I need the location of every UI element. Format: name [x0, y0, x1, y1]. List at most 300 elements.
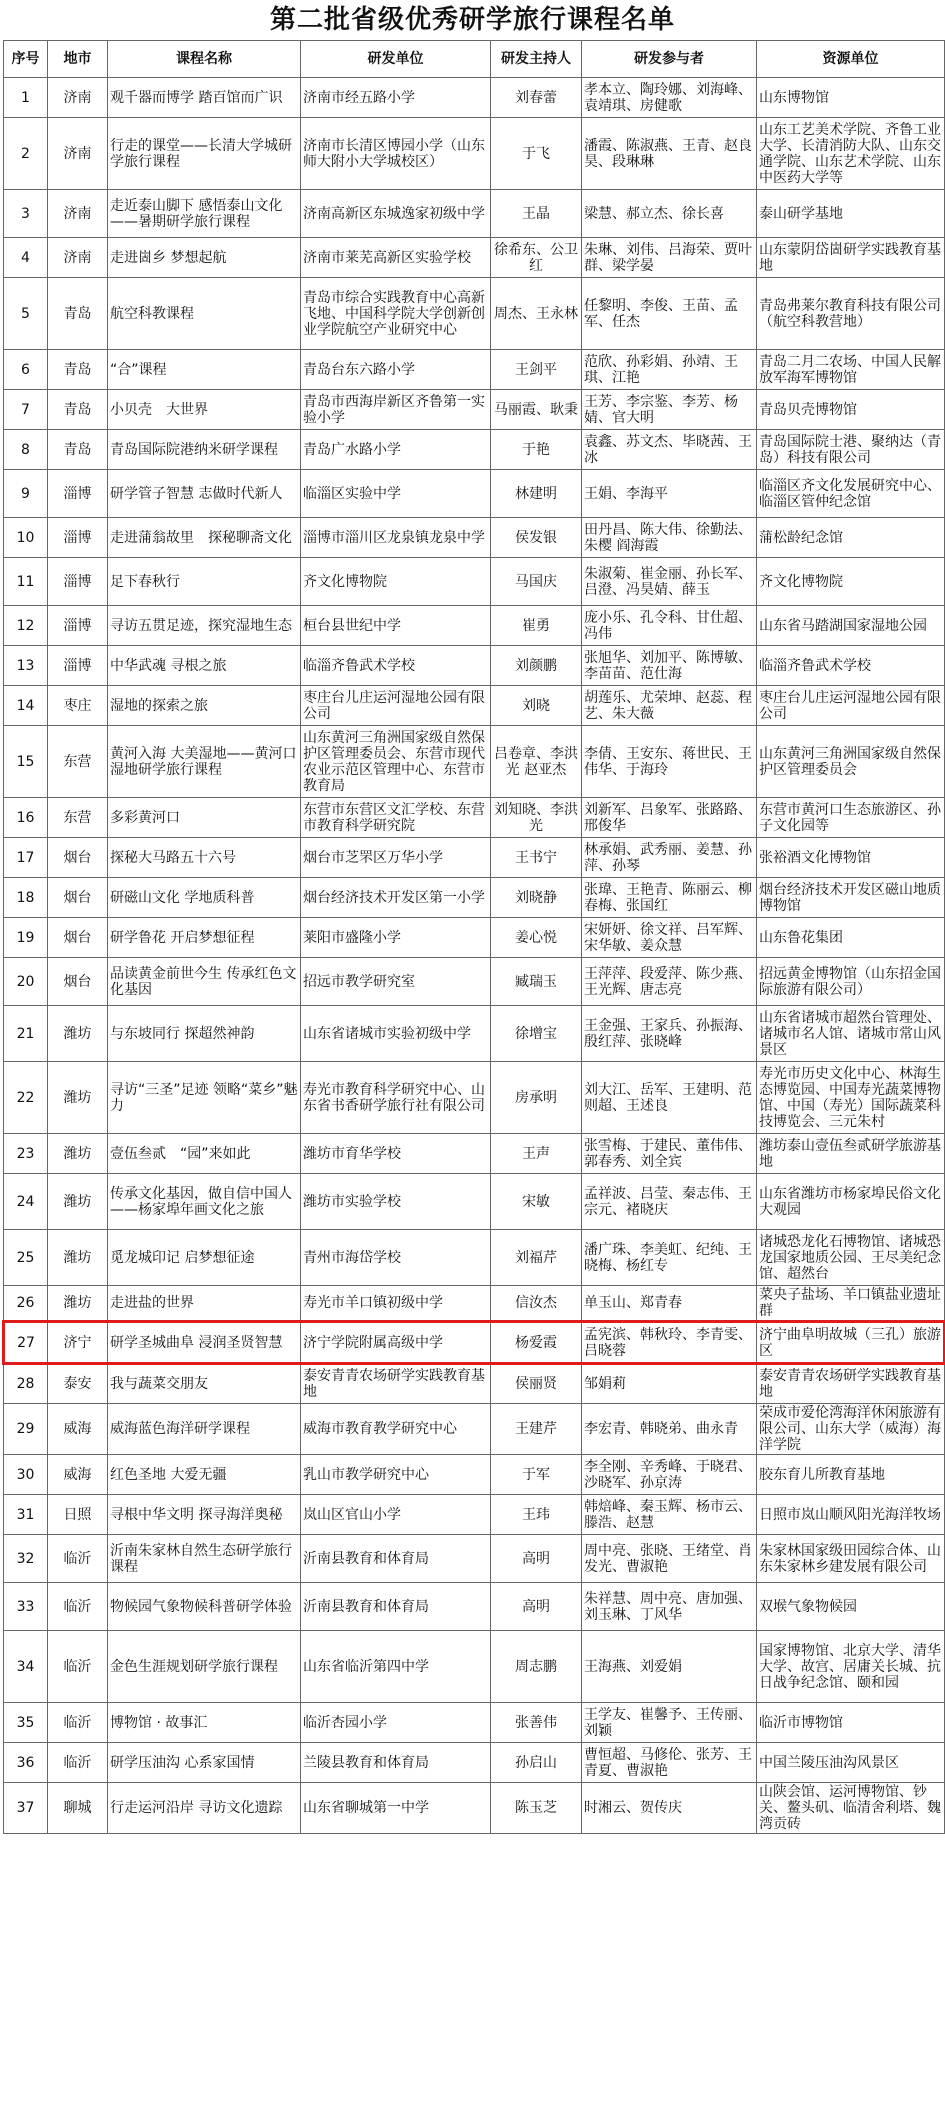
row-city: 临沂	[48, 1743, 108, 1783]
header-course: 课程名称	[108, 41, 301, 78]
row-members: 朱祥慧、周中亮、唐加强、刘玉琳、丁风华	[582, 1583, 757, 1631]
row-members: 王海燕、刘爱娟	[582, 1631, 757, 1703]
row-unit: 临淄齐鲁武术学校	[301, 646, 491, 686]
row-unit: 淄博市淄川区龙泉镇龙泉中学	[301, 518, 491, 558]
header-resource: 资源单位	[757, 41, 945, 78]
table-row	[4, 558, 945, 606]
row-unit: 东营市东营区文汇学校、东营市教育科学研究院	[301, 798, 491, 838]
table-row	[4, 390, 945, 430]
header-city: 地市	[48, 41, 108, 78]
row-resource: 朱家林国家级田园综合体、山东朱家林乡建发展有限公司	[757, 1535, 945, 1583]
row-course: 小贝壳 大世界	[108, 390, 301, 430]
row-resource: 山东黄河三角洲国家级自然保护区管理委员会	[757, 726, 945, 798]
row-members: 袁鑫、苏文杰、毕晓茜、王冰	[582, 430, 757, 470]
row-resource: 日照市岚山顺风阳光海洋牧场	[757, 1495, 945, 1535]
row-unit: 齐文化博物院	[301, 558, 491, 606]
row-no: 12	[4, 606, 48, 646]
row-members: 孝本立、陶玲娜、刘海峰、袁靖琪、房健歌	[582, 78, 757, 118]
row-course: 与东坡同行 探超然神韵	[108, 1006, 301, 1062]
row-city: 烟台	[48, 838, 108, 878]
row-course: 走进崮乡 梦想起航	[108, 238, 301, 278]
table-row	[4, 878, 945, 918]
row-host: 徐增宝	[491, 1006, 582, 1062]
row-city: 青岛	[48, 430, 108, 470]
page-title: 第二批省级优秀研学旅行课程名单	[269, 5, 675, 35]
row-course: 行走运河沿岸 寻访文化遗踪	[108, 1783, 301, 1834]
row-members: 梁慧、郝立杰、徐长喜	[582, 190, 757, 238]
row-members: 潘霞、陈淑燕、王青、赵良昊、段琳琳	[582, 118, 757, 190]
row-host: 王剑平	[491, 350, 582, 390]
row-city: 泰安	[48, 1364, 108, 1404]
row-members: 田丹昌、陈大伟、徐勤法、朱樱 阎海霞	[582, 518, 757, 558]
row-no: 34	[4, 1631, 48, 1703]
row-host: 杨爱霞	[491, 1322, 582, 1364]
table-row	[4, 726, 945, 798]
row-members: 张雪梅、于建民、董伟伟、郭春秀、刘全宾	[582, 1134, 757, 1174]
row-host: 刘颜鹏	[491, 646, 582, 686]
row-unit: 青州市海岱学校	[301, 1230, 491, 1286]
row-resource: 张裕酒文化博物馆	[757, 838, 945, 878]
row-course: 博物馆 · 故事汇	[108, 1703, 301, 1743]
row-course: 航空科教课程	[108, 278, 301, 350]
row-unit: 招远市教学研究室	[301, 958, 491, 1006]
row-unit: 泰安青青农场研学实践教育基地	[301, 1364, 491, 1404]
row-course: 红色圣地 大爱无疆	[108, 1455, 301, 1495]
table-row	[4, 190, 945, 238]
row-no: 5	[4, 278, 48, 350]
row-city: 潍坊	[48, 1134, 108, 1174]
table-row	[4, 1495, 945, 1535]
table-row	[4, 1404, 945, 1455]
row-city: 青岛	[48, 350, 108, 390]
table-row	[4, 1006, 945, 1062]
row-no: 28	[4, 1364, 48, 1404]
row-city: 淄博	[48, 518, 108, 558]
row-no: 33	[4, 1583, 48, 1631]
table-row	[4, 606, 945, 646]
row-course: “合”课程	[108, 350, 301, 390]
header-unit: 研发单位	[301, 41, 491, 78]
row-resource: 胶东育儿所教育基地	[757, 1455, 945, 1495]
table-row-highlighted	[4, 1322, 945, 1364]
row-resource: 山陕会馆、运河博物馆、钞关、鳌头矶、临清舍利塔、魏湾贡砖	[757, 1783, 945, 1834]
row-city: 烟台	[48, 878, 108, 918]
row-course: 青岛国际院港纳米研学课程	[108, 430, 301, 470]
header-host: 研发主持人	[491, 41, 582, 78]
table-row	[4, 686, 945, 726]
row-resource: 临淄区齐文化发展研究中心、临淄区管仲纪念馆	[757, 470, 945, 518]
row-city: 威海	[48, 1455, 108, 1495]
table-header-row	[4, 41, 945, 78]
row-no: 23	[4, 1134, 48, 1174]
row-course: 我与蔬菜交朋友	[108, 1364, 301, 1404]
row-members: 林承娟、武秀丽、姜慧、孙萍、孙琴	[582, 838, 757, 878]
row-no: 15	[4, 726, 48, 798]
row-members: 单玉山、郑青春	[582, 1286, 757, 1322]
row-resource: 山东蒙阴岱崮研学实践教育基地	[757, 238, 945, 278]
row-resource: 蒲松龄纪念馆	[757, 518, 945, 558]
row-no: 27	[4, 1322, 48, 1364]
row-resource: 山东工艺美术学院、齐鲁工业大学、长清消防大队、山东交通学院、山东艺术学院、山东中医药大学等	[757, 118, 945, 190]
row-no: 2	[4, 118, 48, 190]
row-members: 李倩、王安东、蒋世民、王伟华、于海玲	[582, 726, 757, 798]
row-no: 13	[4, 646, 48, 686]
row-unit: 山东省诸城市实验初级中学	[301, 1006, 491, 1062]
table-row	[4, 1286, 945, 1322]
row-no: 9	[4, 470, 48, 518]
table-row	[4, 646, 945, 686]
row-members: 朱琳、刘伟、吕海荣、贾叶群、梁学晏	[582, 238, 757, 278]
row-members: 曹恒超、马修伦、张芳、王青夏、曹淑艳	[582, 1743, 757, 1783]
row-resource: 临淄齐鲁武术学校	[757, 646, 945, 686]
row-resource: 齐文化博物院	[757, 558, 945, 606]
row-unit: 寿光市教育科学研究中心、山东省书香研学旅行社有限公司	[301, 1062, 491, 1134]
row-unit: 山东省聊城第一中学	[301, 1783, 491, 1834]
row-host: 刘福芹	[491, 1230, 582, 1286]
table-row	[4, 1455, 945, 1495]
row-unit: 沂南县教育和体育局	[301, 1583, 491, 1631]
row-unit: 青岛广水路小学	[301, 430, 491, 470]
row-resource: 泰山研学基地	[757, 190, 945, 238]
row-host: 于飞	[491, 118, 582, 190]
row-members: 刘新军、吕象军、张路路、邢俊华	[582, 798, 757, 838]
row-members: 潘广珠、李美虹、纪纯、王晓梅、杨红专	[582, 1230, 757, 1286]
row-resource: 招远黄金博物馆（山东招金国际旅游有限公司）	[757, 958, 945, 1006]
row-unit: 烟台经济技术开发区第一小学	[301, 878, 491, 918]
row-resource: 青岛弗莱尔教育科技有限公司（航空科教营地）	[757, 278, 945, 350]
row-host: 于艳	[491, 430, 582, 470]
row-no: 24	[4, 1174, 48, 1230]
row-unit: 临沂杏园小学	[301, 1703, 491, 1743]
row-city: 济南	[48, 78, 108, 118]
row-members: 胡莲乐、尤荣坤、赵蕊、程艺、朱大薇	[582, 686, 757, 726]
table-row	[4, 278, 945, 350]
row-city: 聊城	[48, 1783, 108, 1834]
row-course: 中华武魂 寻根之旅	[108, 646, 301, 686]
row-members: 李宏青、韩晓弟、曲永青	[582, 1404, 757, 1455]
row-city: 青岛	[48, 390, 108, 430]
row-unit: 济南市经五路小学	[301, 78, 491, 118]
row-resource: 烟台经济技术开发区磁山地质博物馆	[757, 878, 945, 918]
row-resource: 枣庄台儿庄运河湿地公园有限公司	[757, 686, 945, 726]
row-course: 研学管子智慧 志做时代新人	[108, 470, 301, 518]
row-resource: 山东博物馆	[757, 78, 945, 118]
row-host: 吕卷章、李洪光 赵亚杰	[491, 726, 582, 798]
row-host: 王书宁	[491, 838, 582, 878]
row-no: 4	[4, 238, 48, 278]
row-city: 济宁	[48, 1322, 108, 1364]
row-resource: 荣成市爱伦湾海洋休闲旅游有限公司、山东大学（威海）海洋学院	[757, 1404, 945, 1455]
row-members: 任黎明、李俊、王苗、孟军、任杰	[582, 278, 757, 350]
row-members: 韩焙峰、秦玉辉、杨市云、滕浩、赵慧	[582, 1495, 757, 1535]
row-course: 沂南朱家林自然生态研学旅行课程	[108, 1535, 301, 1583]
row-unit: 山东黄河三角洲国家级自然保护区管理委员会、东营市现代农业示范区管理中心、东营市教育局	[301, 726, 491, 798]
row-host: 宋敏	[491, 1174, 582, 1230]
row-city: 济南	[48, 238, 108, 278]
row-host: 侯丽贤	[491, 1364, 582, 1404]
row-course: 走进蒲翁故里 探秘聊斋文化	[108, 518, 301, 558]
row-members: 王金强、王家兵、孙振海、殷红萍、张晓峰	[582, 1006, 757, 1062]
row-resource: 青岛二月二农场、中国人民解放军海军博物馆	[757, 350, 945, 390]
row-host: 周杰、王永林	[491, 278, 582, 350]
row-no: 17	[4, 838, 48, 878]
row-unit: 潍坊市实验学校	[301, 1174, 491, 1230]
row-resource: 青岛贝壳博物馆	[757, 390, 945, 430]
row-resource: 山东省潍坊市杨家埠民俗文化大观园	[757, 1174, 945, 1230]
row-members: 孟祥波、吕莹、秦志伟、王宗元、褚晓庆	[582, 1174, 757, 1230]
header-members: 研发参与者	[582, 41, 757, 78]
row-resource: 济宁曲阜明故城（三孔）旅游区	[757, 1322, 945, 1364]
row-course: 觅龙城印记 启梦想征途	[108, 1230, 301, 1286]
row-course: 品读黄金前世今生 传承红色文化基因	[108, 958, 301, 1006]
row-city: 临沂	[48, 1535, 108, 1583]
row-resource: 临沂市博物馆	[757, 1703, 945, 1743]
row-city: 临沂	[48, 1583, 108, 1631]
row-course: 多彩黄河口	[108, 798, 301, 838]
row-no: 7	[4, 390, 48, 430]
table-row	[4, 1364, 945, 1404]
row-course: 寻访“三圣”足迹 领略“菜乡”魅力	[108, 1062, 301, 1134]
row-city: 烟台	[48, 918, 108, 958]
table-row	[4, 1535, 945, 1583]
row-host: 刘知晓、李洪光	[491, 798, 582, 838]
row-resource: 山东鲁花集团	[757, 918, 945, 958]
row-course: 研学压油沟 心系家国情	[108, 1743, 301, 1783]
row-course: 壹伍叁贰 “园”来如此	[108, 1134, 301, 1174]
row-city: 东营	[48, 798, 108, 838]
table-row	[4, 118, 945, 190]
row-city: 潍坊	[48, 1286, 108, 1322]
row-resource: 青岛国际院士港、聚纳达（青岛）科技有限公司	[757, 430, 945, 470]
row-unit: 山东省临沂第四中学	[301, 1631, 491, 1703]
row-unit: 沂南县教育和体育局	[301, 1535, 491, 1583]
row-unit: 青岛台东六路小学	[301, 350, 491, 390]
row-host: 马丽霞、耿秉	[491, 390, 582, 430]
row-resource: 寿光市历史文化中心、林海生态博览园、中国寿光蔬菜博物馆、中国（寿光）国际蔬菜科技博览会、三元朱村	[757, 1062, 945, 1134]
table-row	[4, 1783, 945, 1834]
row-host: 高明	[491, 1535, 582, 1583]
row-host: 陈玉芝	[491, 1783, 582, 1834]
row-unit: 潍坊市育华学校	[301, 1134, 491, 1174]
course-table	[2, 40, 945, 1834]
table-row	[4, 1230, 945, 1286]
row-host: 孙启山	[491, 1743, 582, 1783]
row-no: 37	[4, 1783, 48, 1834]
row-resource: 国家博物馆、北京大学、清华大学、故宫、居庸关长城、抗日战争纪念馆、颐和园	[757, 1631, 945, 1703]
table-row	[4, 470, 945, 518]
row-members: 庞小乐、孔令科、甘仕超、冯伟	[582, 606, 757, 646]
row-unit: 济南市莱芜高新区实验学校	[301, 238, 491, 278]
row-unit: 岚山区官山小学	[301, 1495, 491, 1535]
table-row	[4, 1703, 945, 1743]
row-host: 徐希东、公卫红	[491, 238, 582, 278]
row-course: 金色生涯规划研学旅行课程	[108, 1631, 301, 1703]
row-host: 高明	[491, 1583, 582, 1631]
row-unit: 济南高新区东城逸家初级中学	[301, 190, 491, 238]
row-members: 孟宪滨、韩秋玲、李青雯、吕晓蓉	[582, 1322, 757, 1364]
row-resource: 双堠气象物候园	[757, 1583, 945, 1631]
row-host: 信汝杰	[491, 1286, 582, 1322]
table-row	[4, 798, 945, 838]
row-no: 26	[4, 1286, 48, 1322]
row-city: 临沂	[48, 1703, 108, 1743]
row-city: 淄博	[48, 470, 108, 518]
row-host: 房承明	[491, 1062, 582, 1134]
table-row	[4, 1583, 945, 1631]
row-city: 潍坊	[48, 1062, 108, 1134]
row-course: 研磁山文化 学地质科普	[108, 878, 301, 918]
row-city: 东营	[48, 726, 108, 798]
row-resource: 潍坊泰山壹伍叁贰研学旅游基地	[757, 1134, 945, 1174]
row-no: 14	[4, 686, 48, 726]
row-unit: 乳山市教学研究中心	[301, 1455, 491, 1495]
row-city: 青岛	[48, 278, 108, 350]
table-row	[4, 1134, 945, 1174]
row-unit: 临淄区实验中学	[301, 470, 491, 518]
row-host: 刘晓静	[491, 878, 582, 918]
row-host: 于军	[491, 1455, 582, 1495]
row-course: 走近泰山脚下 感悟泰山文化——暑期研学旅行课程	[108, 190, 301, 238]
row-no: 36	[4, 1743, 48, 1783]
row-unit: 青岛市综合实践教育中心高新飞地、中国科学院大学创新创业学院航空产业研究中心	[301, 278, 491, 350]
row-city: 淄博	[48, 646, 108, 686]
row-members: 王学友、崔馨予、王传丽、刘颖	[582, 1703, 757, 1743]
row-unit: 兰陵县教育和体育局	[301, 1743, 491, 1783]
row-no: 32	[4, 1535, 48, 1583]
row-host: 王建芹	[491, 1404, 582, 1455]
row-course: 研学圣城曲阜 浸润圣贤智慧	[108, 1322, 301, 1364]
row-members: 李全刚、辛秀峰、于晓君、沙晓军、孙京涛	[582, 1455, 757, 1495]
row-unit: 枣庄台儿庄运河湿地公园有限公司	[301, 686, 491, 726]
row-members: 周中亮、张晓、王绪堂、肖发光、曹淑艳	[582, 1535, 757, 1583]
row-city: 枣庄	[48, 686, 108, 726]
table-row	[4, 918, 945, 958]
row-no: 11	[4, 558, 48, 606]
row-city: 潍坊	[48, 1174, 108, 1230]
row-host: 王声	[491, 1134, 582, 1174]
row-resource: 山东省诸城市超然台管理处、诸城市名人馆、诸城市常山风景区	[757, 1006, 945, 1062]
row-members: 宋妍妍、徐文祥、吕军辉、宋华敏、姜众慧	[582, 918, 757, 958]
table-row	[4, 518, 945, 558]
table-row	[4, 78, 945, 118]
row-city: 淄博	[48, 606, 108, 646]
row-members: 王萍萍、段爱萍、陈少燕、王光辉、唐志亮	[582, 958, 757, 1006]
row-no: 25	[4, 1230, 48, 1286]
row-host: 姜心悦	[491, 918, 582, 958]
table-row	[4, 1631, 945, 1703]
row-course: 寻根中华文明 探寻海洋奥秘	[108, 1495, 301, 1535]
row-course: 湿地的探索之旅	[108, 686, 301, 726]
row-members: 范欣、孙彩娟、孙靖、王琪、江艳	[582, 350, 757, 390]
row-no: 8	[4, 430, 48, 470]
row-city: 济南	[48, 190, 108, 238]
row-no: 18	[4, 878, 48, 918]
row-city: 临沂	[48, 1631, 108, 1703]
row-host: 侯发银	[491, 518, 582, 558]
row-host: 周志鹏	[491, 1631, 582, 1703]
table-row	[4, 1062, 945, 1134]
row-course: 观千器而博学 踏百馆而广识	[108, 78, 301, 118]
row-course: 走进盐的世界	[108, 1286, 301, 1322]
row-host: 崔勇	[491, 606, 582, 646]
row-city: 潍坊	[48, 1006, 108, 1062]
row-city: 威海	[48, 1404, 108, 1455]
row-course: 行走的课堂——长清大学城研学旅行课程	[108, 118, 301, 190]
row-unit: 济南市长清区博园小学（山东师大附小大学城校区）	[301, 118, 491, 190]
row-resource: 山东省马踏湖国家湿地公园	[757, 606, 945, 646]
row-no: 29	[4, 1404, 48, 1455]
row-host: 臧瑞玉	[491, 958, 582, 1006]
row-members: 张旭华、刘加平、陈博敏、李苗苗、范仕海	[582, 646, 757, 686]
row-course: 威海蓝色海洋研学课程	[108, 1404, 301, 1455]
row-members: 刘大江、岳军、王建明、范则超、王述良	[582, 1062, 757, 1134]
row-members: 时湘云、贺传庆	[582, 1783, 757, 1834]
row-no: 16	[4, 798, 48, 838]
row-members: 朱淑菊、崔金丽、孙长军、吕澄、冯昊婧、薛玉	[582, 558, 757, 606]
row-resource: 东营市黄河口生态旅游区、孙子文化园等	[757, 798, 945, 838]
table-row	[4, 430, 945, 470]
row-city: 日照	[48, 1495, 108, 1535]
row-city: 潍坊	[48, 1230, 108, 1286]
table-row	[4, 1174, 945, 1230]
table-row	[4, 838, 945, 878]
row-city: 济南	[48, 118, 108, 190]
row-resource: 中国兰陵压油沟风景区	[757, 1743, 945, 1783]
row-host: 王晶	[491, 190, 582, 238]
row-no: 20	[4, 958, 48, 1006]
row-course: 足下春秋行	[108, 558, 301, 606]
row-host: 马国庆	[491, 558, 582, 606]
row-no: 3	[4, 190, 48, 238]
table-body	[4, 78, 945, 1834]
row-members: 王芳、李宗鉴、李芳、杨婧、官大明	[582, 390, 757, 430]
row-unit: 威海市教育教学研究中心	[301, 1404, 491, 1455]
row-members: 王娟、李海平	[582, 470, 757, 518]
row-unit: 桓台县世纪中学	[301, 606, 491, 646]
row-no: 21	[4, 1006, 48, 1062]
row-no: 35	[4, 1703, 48, 1743]
row-no: 31	[4, 1495, 48, 1535]
row-no: 6	[4, 350, 48, 390]
row-course: 研学鲁花 开启梦想征程	[108, 918, 301, 958]
row-resource: 诸城恐龙化石博物馆、诸城恐龙国家地质公园、王尽美纪念馆、超然台	[757, 1230, 945, 1286]
row-city: 烟台	[48, 958, 108, 1006]
row-no: 30	[4, 1455, 48, 1495]
row-members: 张瑋、王艳青、陈丽云、柳春梅、张国红	[582, 878, 757, 918]
header-no: 序号	[4, 41, 48, 78]
row-no: 22	[4, 1062, 48, 1134]
row-no: 10	[4, 518, 48, 558]
row-unit: 青岛市西海岸新区齐鲁第一实验小学	[301, 390, 491, 430]
row-city: 淄博	[48, 558, 108, 606]
row-unit: 济宁学院附属高级中学	[301, 1322, 491, 1364]
row-course: 黄河入海 大美湿地——黄河口湿地研学旅行课程	[108, 726, 301, 798]
row-host: 张善伟	[491, 1703, 582, 1743]
row-unit: 莱阳市盛隆小学	[301, 918, 491, 958]
row-host: 刘春蕾	[491, 78, 582, 118]
row-no: 19	[4, 918, 48, 958]
table-row	[4, 350, 945, 390]
row-course: 物候园气象物候科普研学体验	[108, 1583, 301, 1631]
row-host: 林建明	[491, 470, 582, 518]
row-course: 寻访五贯足迹，探究湿地生态	[108, 606, 301, 646]
row-resource: 泰安青青农场研学实践教育基地	[757, 1364, 945, 1404]
row-course: 传承文化基因，做自信中国人——杨家埠年画文化之旅	[108, 1174, 301, 1230]
row-no: 1	[4, 78, 48, 118]
row-resource: 菜央子盐场、羊口镇盐业遗址群	[757, 1286, 945, 1322]
row-unit: 烟台市芝罘区万华小学	[301, 838, 491, 878]
row-host: 刘晓	[491, 686, 582, 726]
